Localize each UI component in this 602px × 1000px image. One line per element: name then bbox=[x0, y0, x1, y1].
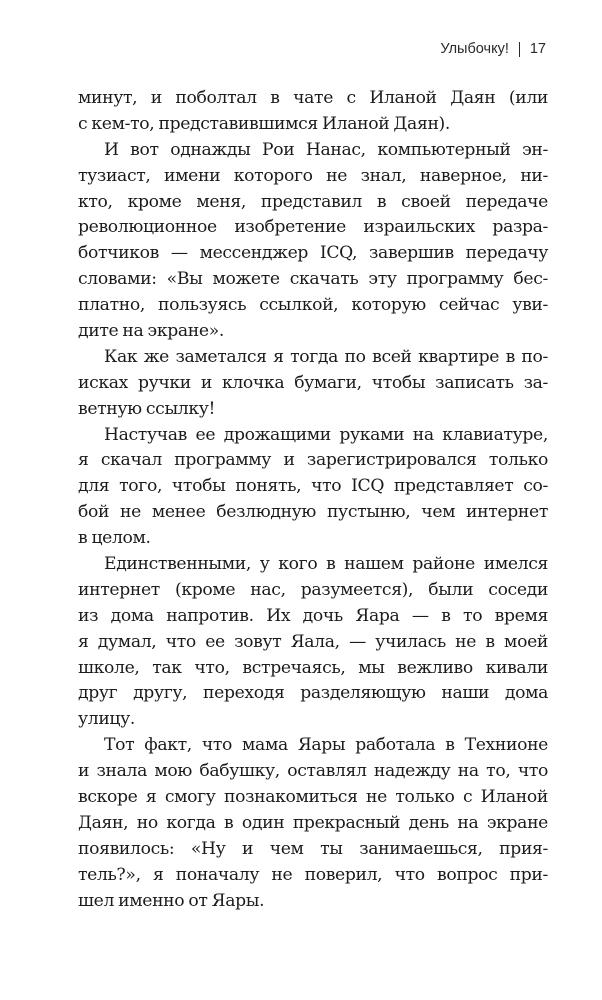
text-line: платно, пользуясь ссылкой, которую сейчас уви- bbox=[78, 295, 548, 316]
text-line: для того, чтобы понять, что ICQ представляет со- bbox=[78, 476, 548, 497]
text-line: шел именно от Яары. bbox=[78, 890, 265, 911]
running-header bbox=[440, 41, 546, 57]
text-line: интернет (кроме нас, разумеется), были соседи bbox=[78, 579, 548, 600]
chapter-title: Улыбочку! bbox=[440, 41, 509, 57]
text-line: с кем-то, представившимся Иланой Даян). bbox=[78, 113, 451, 134]
text-line: вскоре я смогу познакомиться не только с Иланой bbox=[78, 787, 548, 808]
text-line: и знала мою бабушку, оставлял надежду на то, что bbox=[78, 761, 548, 782]
body-text bbox=[78, 86, 548, 915]
text-line: минут, и поболтал в чате с Иланой Даян (или bbox=[78, 88, 548, 108]
text-line: тузиаст, имени которого не знал, наверное, ни- bbox=[78, 165, 548, 186]
text-line: словами: «Вы можете скачать эту программу бес- bbox=[78, 269, 548, 290]
text-line: Как же заметался я тогда по всей квартире в по- bbox=[104, 346, 548, 367]
text-line: революционное изобретение израильских разра- bbox=[78, 217, 548, 238]
text-line: улицу. bbox=[78, 709, 136, 730]
text-line: в целом. bbox=[78, 528, 151, 549]
text-line: Тот факт, что мама Яары работала в Технионе bbox=[104, 735, 548, 756]
header-separator bbox=[519, 42, 520, 57]
text-line: ботчиков — мессенджер ICQ, завершив передачу bbox=[78, 243, 548, 264]
page-number: 17 bbox=[529, 41, 546, 57]
text-line: исках ручки и клочка бумаги, чтобы записать за- bbox=[78, 372, 548, 393]
text-line: бой не менее безлюдную пустыню, чем интернет bbox=[78, 502, 548, 523]
text-line: Единственными, у кого в нашем районе имелся bbox=[104, 554, 548, 575]
text-line: школе, так что, встречаясь, мы вежливо кивали bbox=[78, 657, 548, 678]
text-line: появилось: «Ну и чем ты занимаешься, прия- bbox=[78, 838, 548, 859]
text-line: тель?», я поначалу не поверил, что вопрос при- bbox=[78, 864, 548, 885]
text-line: Настучав ее дрожащими руками на клавиатуре, bbox=[104, 424, 548, 445]
text-line: ветную ссылку! bbox=[78, 398, 216, 419]
text-line: дите на экране». bbox=[78, 321, 224, 342]
text-line: я скачал программу и зарегистрировался только bbox=[78, 450, 548, 471]
text-line: я думал, что ее зовут Яала, — училась не в моей bbox=[78, 631, 548, 652]
text-line: кто, кроме меня, представил в своей передаче bbox=[78, 191, 548, 212]
text-line: И вот однажды Рои Нанас, компьютерный эн- bbox=[104, 139, 548, 160]
text-line: из дома напротив. Их дочь Яара — в то время bbox=[78, 605, 548, 626]
text-line: Даян, но когда в один прекрасный день на экране bbox=[78, 812, 548, 833]
text-line: друг другу, переходя разделяющую наши дома bbox=[78, 683, 548, 704]
